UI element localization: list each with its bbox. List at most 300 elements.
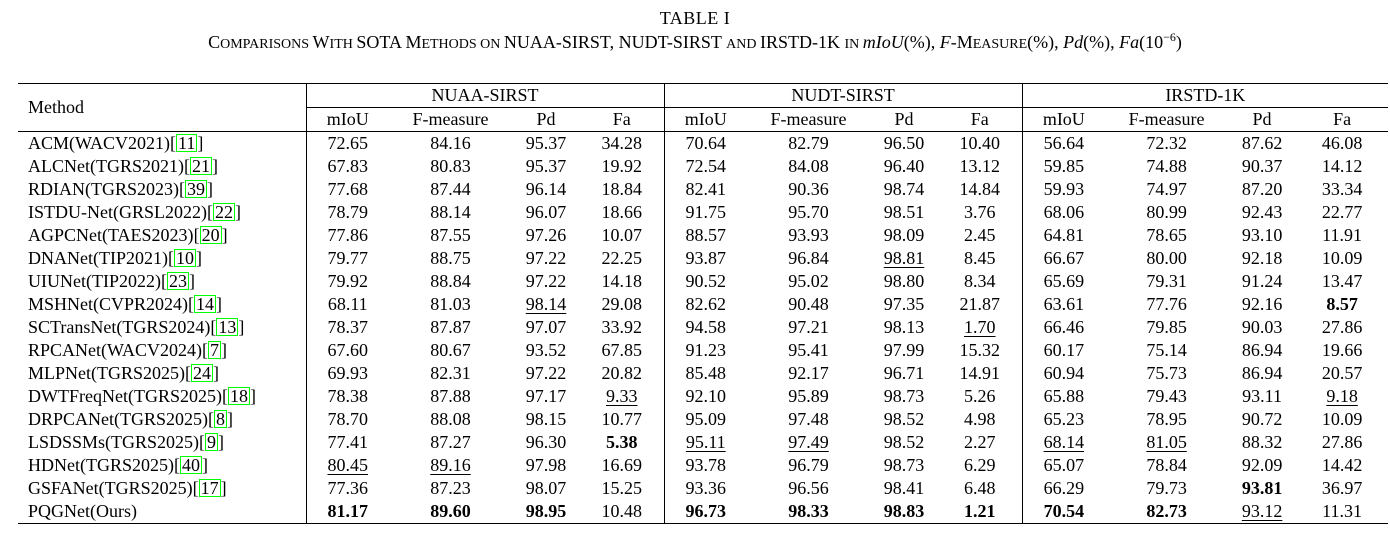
citation-link[interactable]: 10 [175,248,194,268]
value-cell [1105,454,1228,477]
table-row [18,431,1388,454]
value-cell [1022,270,1105,293]
value-cell [512,454,580,477]
metric-value: 78.95 [1146,409,1187,429]
citation-link[interactable]: 40 [182,455,200,475]
citation-link[interactable]: 11 [178,133,196,153]
value-cell [580,500,664,524]
method-name-cell: ISTDU-Net(GRSL2022)[ 22 ] [28,202,241,222]
metric-value: 98.83 [883,501,925,521]
metric-value: 79.85 [1146,317,1187,337]
metric-value: 10.09 [1321,248,1363,268]
method-name-cell: DNANet(TIP2021)[ 10 ] [28,248,202,268]
value-cell [1105,201,1228,224]
metric-value: 1.70 [964,317,996,337]
table-row [18,178,1388,201]
metric-value: 86.94 [1241,363,1283,383]
value-cell [580,201,664,224]
method-name-cell: UIUNet(TIP2022)[ 23 ] [28,271,195,291]
metric-value: 33.92 [601,317,642,337]
method-name: SCTransNet(TGRS2024) [28,317,211,337]
metric-value: 82.62 [685,294,727,314]
metric-value: 80.67 [430,340,471,360]
col-header-fa: Fa [1296,108,1388,132]
value-cell [580,293,664,316]
value-cell [389,155,512,178]
value-cell [512,201,580,224]
metric-value: 14.84 [959,179,1001,199]
value-cell [306,132,389,156]
value-cell [1296,362,1388,385]
metric-value: 14.18 [601,271,642,291]
value-cell [389,132,512,156]
value-cell [938,201,1022,224]
citation-link[interactable]: 14 [196,294,215,314]
table-row [18,201,1388,224]
value-cell [1296,339,1388,362]
metric-value: 8.57 [1326,294,1358,314]
metric-value: 87.87 [430,317,471,337]
value-cell [580,431,664,454]
value-cell [747,132,870,156]
metric-value: 18.66 [601,202,642,222]
metric-value: 85.48 [685,363,727,383]
metric-value: 93.93 [788,225,829,245]
metric-value: 14.91 [959,363,1001,383]
value-cell [306,224,389,247]
metric-value: 91.24 [1241,271,1283,291]
metric-value: 80.99 [1146,202,1187,222]
value-cell [580,224,664,247]
metric-value: 59.93 [1043,179,1085,199]
metric-value: 10.40 [959,133,1001,153]
value-cell [512,477,580,500]
value-cell [747,270,870,293]
metric-value: 98.09 [883,225,925,245]
metric-value: 98.15 [525,409,567,429]
col-header-fmeasure: F-measure [389,108,512,132]
value-cell [1296,224,1388,247]
metric-value: 60.94 [1043,363,1085,383]
col-header-pd: Pd [1228,108,1296,132]
metric-value: 2.27 [964,432,996,452]
value-cell [747,201,870,224]
metric-value: 29.08 [601,294,642,314]
value-cell [580,270,664,293]
table-row [18,247,1388,270]
metric-value: 89.16 [430,455,471,475]
metric-value: 66.29 [1043,478,1085,498]
method-name: ISTDU-Net(GRSL2022) [28,202,207,222]
metric-value: 6.48 [964,478,996,498]
value-cell [580,178,664,201]
value-cell [664,431,747,454]
metric-value: 98.07 [525,478,567,498]
table-row [18,385,1388,408]
method-name-cell [18,500,306,524]
metric-value: 79.43 [1146,386,1187,406]
value-cell [512,293,580,316]
citation-link[interactable]: 39 [187,179,205,199]
metric-value: 95.11 [685,432,726,452]
value-cell [389,500,512,524]
citation-link[interactable]: 9 [207,432,217,452]
value-cell [580,339,664,362]
metric-value: 21.87 [959,294,1001,314]
value-cell [1105,155,1228,178]
metric-value: 1.21 [964,501,996,521]
value-cell [870,316,938,339]
value-cell [747,224,870,247]
metric-value: 97.99 [883,340,925,360]
value-cell [747,178,870,201]
value-cell [1296,132,1388,156]
method-name: ACM(WACV2021) [28,133,170,153]
metric-value: 87.44 [430,179,471,199]
value-cell [747,431,870,454]
value-cell [870,270,938,293]
metric-value: 95.70 [788,202,829,222]
metric-value: 2.45 [964,225,996,245]
value-cell [1105,477,1228,500]
metric-value: 93.12 [1241,501,1283,521]
metric-value: 13.12 [959,156,1001,176]
metric-value: 20.82 [601,363,642,383]
metric-value: 95.09 [685,409,727,429]
value-cell [1228,293,1296,316]
metric-value: 69.93 [327,363,368,383]
metric-value: 74.97 [1146,179,1187,199]
value-cell [580,362,664,385]
metric-value: 87.88 [430,386,471,406]
metric-value: 88.84 [430,271,471,291]
value-cell [664,362,747,385]
metric-value: 90.03 [1241,317,1283,337]
method-name-cell: MLPNet(TGRS2025)[ 24 ] [28,363,219,383]
value-cell [1022,477,1105,500]
col-header-miou: mIoU [664,108,747,132]
metric-value: 88.08 [430,409,471,429]
value-cell [306,477,389,500]
value-cell [664,270,747,293]
metric-value: 77.86 [327,225,368,245]
value-cell [747,500,870,524]
metric-value: 88.75 [430,248,471,268]
metric-value: 56.64 [1043,133,1085,153]
value-cell [664,201,747,224]
col-header-pd: Pd [870,108,938,132]
method-name-cell: DRPCANet(TGRS2025)[ 8 ] [28,409,234,429]
metric-value: 97.26 [525,225,567,245]
value-cell [580,155,664,178]
value-cell [1296,155,1388,178]
value-cell [580,132,664,156]
metric-value: 10.48 [601,501,642,521]
value-cell [512,316,580,339]
value-cell [1228,477,1296,500]
table-row [18,408,1388,431]
value-cell [747,293,870,316]
value-cell [664,339,747,362]
metric-value: 93.11 [1242,386,1282,406]
metric-value: 65.07 [1043,455,1085,475]
metric-value: 63.61 [1043,294,1085,314]
metric-value: 22.77 [1321,202,1363,222]
metric-value: 86.94 [1241,340,1283,360]
metric-value: 87.20 [1241,179,1283,199]
value-cell [870,454,938,477]
metric-value: 5.26 [964,386,996,406]
metric-value: 90.52 [685,271,727,291]
metric-value: 6.29 [964,455,996,475]
metric-value: 95.41 [788,340,829,360]
table-row [18,155,1388,178]
col-header-fa: Fa [580,108,664,132]
metric-value: 96.50 [883,133,925,153]
value-cell [1022,155,1105,178]
metric-value: 3.76 [964,202,996,222]
method-header: Method [18,84,306,132]
method-name-cell: HDNet(TGRS2025)[ 40 ] [28,455,208,475]
citation-link[interactable]: 22 [214,202,233,222]
metric-value: 98.73 [883,386,925,406]
value-cell [938,316,1022,339]
metric-value: 96.79 [788,455,829,475]
value-cell [1022,201,1105,224]
value-cell [389,224,512,247]
metric-value: 72.65 [327,133,368,153]
value-cell [1228,270,1296,293]
method-name-cell: DWTFreqNet(TGRS2025)[ 18 ] [28,386,256,406]
metric-value: 8.45 [964,248,996,268]
metric-value: 98.52 [883,432,925,452]
citation-link[interactable]: 13 [218,317,237,337]
metric-value: 10.07 [601,225,642,245]
value-cell [664,500,747,524]
metric-value: 96.40 [883,156,925,176]
method-name-cell: MSHNet(CVPR2024)[ 14 ] [28,294,223,314]
value-cell [1022,362,1105,385]
value-cell [1022,454,1105,477]
metric-value: 67.60 [327,340,368,360]
metric-value: 78.37 [327,317,368,337]
metric-value: 20.57 [1321,363,1363,383]
metric-value: 80.00 [1146,248,1187,268]
value-cell [1022,408,1105,431]
value-cell [1105,293,1228,316]
metric-value: 13.47 [1321,271,1363,291]
value-cell [870,132,938,156]
method-name: LSDSSMs(TGRS2025) [28,432,200,452]
metric-value: 4.98 [964,409,996,429]
metric-value: 46.08 [1321,133,1363,153]
value-cell [747,362,870,385]
method-name: DNANet(TIP2021) [28,248,168,268]
value-cell [512,178,580,201]
metric-value: 14.42 [1321,455,1363,475]
value-cell [306,247,389,270]
method-name: AGPCNet(TAES2023) [28,225,194,245]
metric-value: 97.98 [525,455,567,475]
metric-value: 96.07 [525,202,567,222]
citation-link[interactable]: 18 [229,386,248,406]
value-cell [306,500,389,524]
table-row [18,132,1388,156]
table-row [18,500,1388,524]
metric-value: 90.48 [788,294,829,314]
value-cell [870,431,938,454]
metric-value: 98.51 [883,202,925,222]
value-cell [1228,339,1296,362]
value-cell [512,247,580,270]
value-cell [870,385,938,408]
value-cell [306,431,389,454]
value-cell [306,201,389,224]
metric-value: 81.17 [327,501,368,521]
value-cell [1228,132,1296,156]
value-cell [1296,201,1388,224]
value-cell [1228,408,1296,431]
value-cell [1296,477,1388,500]
method-name-cell: ALCNet(TGRS2021)[ 21 ] [28,156,218,176]
metric-value: 18.84 [601,179,642,199]
metric-value: 92.16 [1241,294,1283,314]
value-cell [306,385,389,408]
value-cell [1022,431,1105,454]
value-cell [389,293,512,316]
value-cell [870,477,938,500]
metric-value: 64.81 [1043,225,1085,245]
citation-link[interactable]: 7 [210,340,219,360]
metric-value: 79.31 [1146,271,1187,291]
value-cell [1228,155,1296,178]
value-cell [938,293,1022,316]
value-cell [512,155,580,178]
metric-value: 65.69 [1043,271,1085,291]
metric-value: 19.92 [601,156,642,176]
method-name: MLPNet(TGRS2025) [28,363,185,383]
metric-value: 9.18 [1326,386,1358,406]
metric-value: 75.14 [1146,340,1187,360]
metric-value: 95.02 [788,271,829,291]
value-cell [389,316,512,339]
metric-value: 22.25 [601,248,642,268]
value-cell [938,178,1022,201]
value-cell [1022,385,1105,408]
value-cell [1228,362,1296,385]
metric-value: 33.34 [1321,179,1363,199]
metric-value: 10.77 [601,409,642,429]
value-cell [1022,500,1105,524]
citation-link[interactable]: 24 [193,363,211,383]
metric-value: 98.52 [883,409,925,429]
metric-value: 66.46 [1043,317,1085,337]
value-cell [1296,316,1388,339]
citation-link[interactable]: 21 [192,156,210,176]
metric-value: 98.81 [883,248,925,268]
metric-value: 79.73 [1146,478,1187,498]
value-cell [1022,132,1105,156]
metric-value: 77.41 [327,432,368,452]
value-cell [664,316,747,339]
metric-value: 93.87 [685,248,727,268]
method-name: HDNet(TGRS2025) [28,455,174,475]
value-cell [1296,247,1388,270]
metric-value: 19.66 [1321,340,1363,360]
metric-value: 93.52 [525,340,567,360]
metric-value: 98.41 [883,478,925,498]
metric-value: 80.83 [430,156,471,176]
metric-value: 81.05 [1146,432,1187,452]
value-cell [938,224,1022,247]
value-cell [747,477,870,500]
metric-value: 8.34 [964,271,996,291]
table-row [18,224,1388,247]
value-cell [1228,454,1296,477]
value-cell [389,408,512,431]
comparison-table [18,83,1388,524]
value-cell [512,431,580,454]
method-name-cell: RPCANet(WACV2024)[ 7 ] [28,340,227,360]
metric-value: 66.67 [1043,248,1085,268]
value-cell [1105,224,1228,247]
metric-value: 68.06 [1043,202,1085,222]
value-cell [870,408,938,431]
method-name-cell: RDIAN(TGRS2023)[ 39 ] [28,179,213,199]
citation-link[interactable]: 8 [216,409,226,429]
value-cell [1296,454,1388,477]
citation-link[interactable]: 23 [168,271,187,291]
metric-value: 98.80 [883,271,925,291]
metric-value: 90.37 [1241,156,1283,176]
value-cell [1105,178,1228,201]
metric-value: 75.73 [1146,363,1187,383]
citation-link[interactable]: 17 [200,478,219,498]
table-caption: COMPARISONS WITH SOTA METHODS ON NUAA-SIRST, NUDT-SIRST AND IRSTD-1K IN mIoU(%), F-MEASURE(%), Pd(%), $Fa(10^{-6})$ [208,30,1182,52]
table-row [18,293,1388,316]
metric-value: 78.84 [1146,455,1187,475]
value-cell [1296,293,1388,316]
value-cell [870,224,938,247]
metric-value: 68.11 [327,294,368,314]
metric-value: 59.85 [1043,156,1085,176]
value-cell [1022,316,1105,339]
metric-value: 72.32 [1146,133,1187,153]
metric-value: 96.14 [525,179,567,199]
citation-link[interactable]: 20 [201,225,220,245]
metric-value: 16.69 [601,455,642,475]
metric-value: 92.10 [685,386,727,406]
metric-value: 97.17 [525,386,567,406]
metric-value: 97.48 [788,409,829,429]
value-cell [1105,408,1228,431]
metric-value: 96.73 [685,501,727,521]
metric-value: 84.16 [430,133,471,153]
metric-value: 98.14 [525,294,567,314]
value-cell [747,454,870,477]
value-cell [938,155,1022,178]
value-cell [306,362,389,385]
value-cell [1296,178,1388,201]
metric-value: 70.54 [1043,501,1085,521]
value-cell [938,454,1022,477]
metric-value: 93.78 [685,455,727,475]
metric-value: 10.09 [1321,409,1363,429]
value-cell [389,477,512,500]
metric-value: 93.36 [685,478,727,498]
metric-value: 98.73 [883,455,925,475]
value-cell [1022,247,1105,270]
